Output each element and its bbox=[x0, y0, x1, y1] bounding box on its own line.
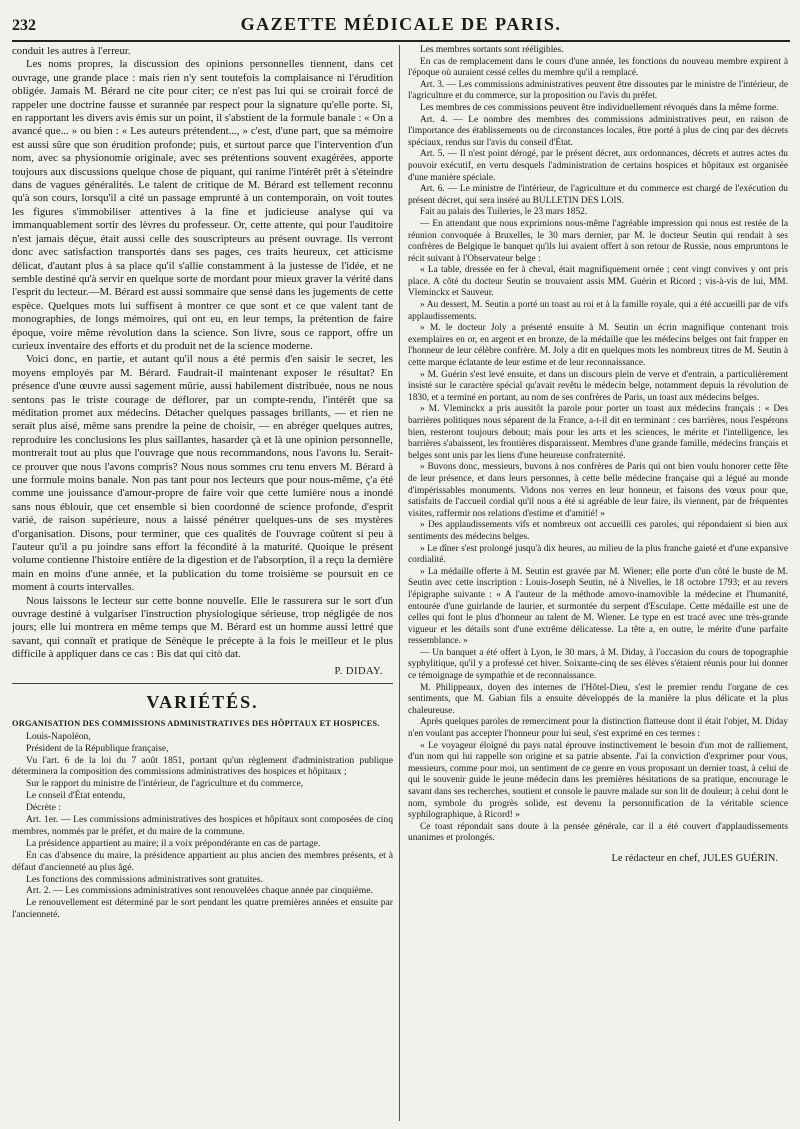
decree-line: Les fonctions des commissions administratives sont gratuites. bbox=[26, 873, 263, 885]
decree-line: Vu l'art. 6 de la loi du 7 août 1851, portant qu'un règlement d'administration publique déterminera la composition des commissions administratives des hospices et hôpitaux ; bbox=[12, 754, 393, 778]
decree-article: Art. 1er. — Les commissions administratives des hospices et hôpitaux sont composées de cinq membres, nommés par le préfet, et du maire de la commune. bbox=[12, 814, 393, 837]
paragraph: « Le voyageur éloigné du pays natal éprouve instinctivement le besoin d'un mot de ralliement, d'un nom qui lui rappelle son origine et sa patrie absente. J'ai la conviction d'exprimer pour vous, messieurs, comme pour moi, un sentiment de ce genre en vous proposant un dernier toast, à celui de qui le souvenir guide le jeune médecin dans les premières hésitations de sa pratique, encourage le savant dans ses recherches, soutient et console le pauvre malade sur son lit de douleur; à celui dont le nom, symbole du progrès solide, est devenu la personnification de la véritable science syphilographique, à Ricord! » bbox=[408, 740, 788, 821]
paragraph: conduit les autres à l'erreur. bbox=[12, 45, 131, 57]
paragraph: » M. le docteur Joly a présenté ensuite à M. Seutin un écrin magnifique contenant trois exemplaires en or, en argent et en bronze, de la médaille que les médecins belges ont fait frapper en l'honneur de leur célèbre confrère. M. Joly a dit en quelques mots les nombreux titres de M. Seutin à cette marque éclatante de leur estime et de leur reconnaissance. bbox=[408, 323, 788, 369]
paragraph: Nous laissons le lecteur sur cette bonne nouvelle. Elle le rassurera sur le sort d'un ouvrage destiné à vulgariser l'instruction physiologique sérieuse, trop négligée de nos jours; elle lui montrera en même temps que M. Bérard est un homme aussi lettré que savant, qui connaît et pratique de Sénèque le précepte à la fois le meilleur et le plus difficile à appliquer dans ce cas : Bis dat qui citò dat. bbox=[12, 594, 393, 661]
decree-article: Art. 5. — Il n'est point dérogé, par le présent décret, aux ordonnances, décrets et autres actes du pouvoir exécutif, en vertu desquels l'administration de certains hospices et hôpitaux est organisée d'une manière spéciale. bbox=[408, 149, 788, 183]
paragraph: Les noms propres, la discussion des opinions personnelles tiennent, dans cet ouvrage, une grande place : mais rien n'y sent toutefois la complaisance ni l'érudition obligée. Jamais M. Bérard ne cite pour citer; ce n'est pas lui qui se croirait forcé de rappeler une doctrine fausse et surannée par respect pour la signature qu'elle porte. Si, en rapportant les divers avis émis sur un point, il s'abstient de la formule banale : « On a avancé que... » ou bien : « Les auteurs prétendent..., » c'est, d'une part, que sa mémoire est aussi sûre que son érudition profonde; puis, et surtout parce que l'intervention d'un nom, avec sa physionomie originale, avec ses prétentions souvent exagérées, apporte toujours aux discussions quelque chose de piquant, qui ranime l'intérêt prêt à s'éteindre dans de vagues généralités. Le talent de critique de M. Bérard est tellement reconnu qu'à son cours, lorsqu'il a cité un passage emprunté à un contemporain, on voit toutes les figures s'immobiliser attentives à la fine et judicieuse analyse qui va immanquablement sortir des lèvres du professeur. Or, cette attente, qui pour l'auditoire n'est jamais déçue, était aussi celle des souscripteurs au présent ouvrage. Ils verront donc avec satisfaction transportés dans ses pages, ces traits heureux, cet atticisme délicat, d'autant plus à sa place qu'il s'allie constamment à la justesse de l'idée, et ne semble destiné qu'à servir en quelque sorte de mordant pour mieux graver la vérité dans l'esprit du lecteur.—M. Bérard est aussi sommaire que sensé dans les jugements de cette espèce. Quelques mots lui suffisent à montrer ce que sont et ce que valent tant de monographies, de longs mémoires, qui ont eu, en leur temps, la prétention de faire époque, voire même révolution dans la science. Son livre, sous ce rapport, offre un curieux inventaire des efforts et du produit net de la science moderne. bbox=[12, 58, 393, 352]
editor-name: JULES GUÉRIN. bbox=[702, 852, 778, 864]
decree-article: Art. 2. — Les commissions administratives sont renouvelées chaque année par cinquième. bbox=[26, 885, 373, 897]
paragraph: Les membres sortants sont rééligibles. bbox=[420, 45, 564, 55]
page-number: 232 bbox=[12, 17, 36, 34]
paragraph: » Buvons donc, messieurs, buvons à nos confrères de Paris qui ont bien voulu honorer cette fête de leur présence, et dans leurs personnes, à cette belle médecine française qui a légué au monde d'impérissables monuments. Vidons nos verres en leur honneur, et faisons des vœux pour que, satisfaits de l'accueil cordial qu'il nous a été si agréable de leur faire, ils viennent, par de fréquentes visites, raffermir nos relations d'estime et d'amitié! » bbox=[408, 462, 788, 519]
paragraph: Fait au palais des Tuileries, le 23 mars 1852. bbox=[420, 207, 588, 218]
columns bbox=[12, 45, 790, 1121]
left-column bbox=[12, 45, 400, 1121]
editor-signature bbox=[408, 853, 788, 864]
decree-line: Le renouvellement est déterminé par le sort pendant les quatre premières années et ensuite par l'ancienneté. bbox=[12, 897, 393, 921]
paragraph: — En attendant que nous exprimions nous-même l'agréable impression qui nous est restée de la réunion convoquée à Bruxelles, le 30 mars dernier, par M. le docteur Seutin qui rendait à ses confrères de Belgique le banquet qu'ils lui avaient offert à son retour de Russie, nous empruntons le récit suivant à l'Observateur belge : bbox=[408, 218, 788, 264]
section-subtitle: ORGANISATION DES COMMISSIONS ADMINISTRATIVES DES HÔPITAUX ET HOSPICES. bbox=[12, 718, 380, 728]
page-header bbox=[12, 14, 790, 42]
author-signature: P. DIDAY. bbox=[334, 665, 383, 677]
paragraph: » Des applaudissements vifs et nombreux ont accueilli ces paroles, qui répondaient si bien aux sentiments des médecins belges. bbox=[408, 520, 788, 542]
paragraph: » M. Vleminckx a pris aussitôt la parole pour porter un toast aux médecins français : « Des barrières politiques nous séparent de la France, a-t-il dit en terminant : ces barrières, nous l'espérons bien, resteront toujours debout; mais pour les arts et les sciences, le mérite et l'intelligence, les barrières s'abaissent, les frontières disparaissent. Membres d'une grande famille, médecins français et belges sont unis par les liens d'une heureuse confraternité. bbox=[408, 404, 788, 461]
decree-article: Art. 6. — Le ministre de l'intérieur, de l'agriculture et du commerce est chargé de l'exécution du présent décret, qui sera inséré au BULLETIN DES LOIS. bbox=[408, 184, 788, 206]
decree-article: Art. 4. — Le nombre des membres des commissions administratives peut, en raison de l'importance des établissements ou de circonstances locales, être porté à plus de cinq par des décrets spéciaux, rendus sur l'avis du conseil d'État. bbox=[408, 114, 788, 148]
paragraph: — Un banquet a été offert à Lyon, le 30 mars, à M. Diday, à l'occasion du cours de topographie syphylitique, qu'il y a professé cet hiver. Soixante-cinq de ses élèves s'étaient réunis pour lui donner ce témoignage de sympathie et de reconnaissance. bbox=[408, 647, 788, 682]
decree-line: Louis-Napoléon, bbox=[26, 730, 91, 742]
paragraph: Ce toast répondait sans doute à la pensée générale, car il a été couvert d'applaudissements unanimes et prolongés. bbox=[408, 821, 788, 844]
paragraph: Les membres de ces commissions peuvent être individuellement révoqués dans la même forme. bbox=[420, 102, 779, 113]
paragraph: « La table, dressée en fer à cheval, était magnifiquement ornée ; cent vingt convives y ont pris place. A côté du docteur Seutin se trouvaient assis MM. Guérin et Ricord ; vis-à-vis de lui, MM. Vleminckx et Sauveur. bbox=[408, 265, 788, 299]
decree-line: En cas d'absence du maire, la présidence appartient au plus ancien des membres présents, et à défaut d'ancienneté au plus âgé. bbox=[12, 849, 393, 873]
decree-line: Sur le rapport du ministre de l'intérieur, de l'agriculture et du commerce, bbox=[26, 778, 304, 790]
paragraph: Après quelques paroles de remerciment pour la distinction flatteuse dont il était l'objet, M. Diday n'en voulant pas accepter l'honneur pour lui seul, s'est exprimé en ces termes : bbox=[408, 717, 788, 740]
paragraph: M. Philippeaux, doyen des internes de l'Hôtel-Dieu, s'est le premier rendu l'organe de ces sentiments, que M. Gabian fils a ensuite développés de la manière la plus délicate et la plus chaleureuse. bbox=[408, 682, 788, 716]
decree-line: La présidence appartient au maire; il a voix prépondérante en cas de partage. bbox=[26, 837, 321, 849]
decree-line: Président de la République française, bbox=[26, 742, 169, 754]
paragraph: En cas de remplacement dans le cours d'une année, les fonctions du nouveau membre expirent à l'époque où auraient cessé celles du membre qu'il a remplacé. bbox=[408, 56, 788, 79]
paragraph: Voici donc, en partie, et autant qu'il nous a été permis d'en saisir le secret, les moyens employés par M. Bérard. Faudrait-il maintenant exposer le résultat? En présence d'une œuvre aussi sagement mûrie, aussi habilement distribuée, nous ne nous sentons pas le triste courage de déflorer, par un compte-rendu, l'intérêt que sa méditation promet aux médecins. Détacher quelques passages brillants, — et rien ne serait plus aisé, même sans prendre la peine de choisir, — en abréger quelques autres, reproduire les conclusions les plus saillantes, hasarder çà et là une opinion personnelle, montrerait tout au plus que l'ouvrage que nous recommandons, nous l'avons lu. Serait-ce prouver que nous l'avons compris? Nous nous sommes cru tenu envers M. Bérard à une formule moins banale. Non pas tant pour nos lecteurs que pour nous-même, ç'a été comme une jouissance d'amour-propre de faire voir que cette lumière nous a inondé sans nous éblouir, que cet ensemble si bien coordonné de science profonde, d'esprit varié, de raison supérieure, nous a laissé pénétrer quelques-uns de ses mystères d'organisation. Disons, pour terminer, que ces qualités de l'ouvrage coûtent si peu à l'auteur qu'il a pu joindre sans effort la fécondité à la maturité. Quoique le présent volume contienne l'histoire entière de la digestion et de l'absorption, il a reçu la dernière main en moins d'une année, et la publication du tome troisième se poursuit en ce moment à courts intervalles. bbox=[12, 353, 393, 594]
right-column bbox=[400, 45, 788, 1121]
section-title: VARIÉTÉS. bbox=[12, 683, 393, 713]
decree-article: Art. 3. — Les commissions administratives peuvent être dissoutes par le ministre de l'intérieur, de l'agriculture et du commerce, sur la proposition ou l'avis du préfet. bbox=[408, 79, 788, 102]
editor-prefix: Le rédacteur en chef, bbox=[611, 852, 701, 864]
paragraph: » La médaille offerte à M. Seutin est gravée par M. Wiener; elle porte d'un côté le buste de M. Seutin avec cette inscription : Louis-Joseph Seutin, né à Nivelles, le 18 octobre 1793; et au revers l'épigraphe suivante : « A l'auteur de la méthode amovo-inamovible la médecine et l'humanité, entourée d'une guirlande de laurier, et surmontée du serpent d'Esculape. Cette médaille est une de celles qui font le plus d'honneur au talent de M. Wiener. Le type en est tracé avec une très-grande vigueur et les détails sont d'une extrême délicatesse. La tête a, en outre, le mérite d'une parfaite ressemblance. » bbox=[408, 566, 788, 647]
paragraph: » Au dessert, M. Seutin a porté un toast au roi et à la famille royale, qui a été accueilli par de vifs applaudissements. bbox=[408, 300, 788, 322]
gazette-title: GAZETTE MÉDICALE DE PARIS. bbox=[240, 14, 562, 34]
decree-line: Décrète : bbox=[26, 802, 61, 814]
decree-line: Le conseil d'État entendu, bbox=[26, 790, 126, 802]
paragraph: » Le dîner s'est prolongé jusqu'à dix heures, au milieu de la plus franche gaieté et d'une expansive cordialité. bbox=[408, 543, 788, 566]
paragraph: » M. Guérin s'est levé ensuite, et dans un discours plein de verve et d'entrain, a particulièrement insisté sur le caractère spécial qu'avait revêtu le médecin belge, notamment depuis la révolution de 1830, et a terminé en portant, au nom de ses confrères de Paris, un toast aux médecins belges. bbox=[408, 369, 788, 403]
